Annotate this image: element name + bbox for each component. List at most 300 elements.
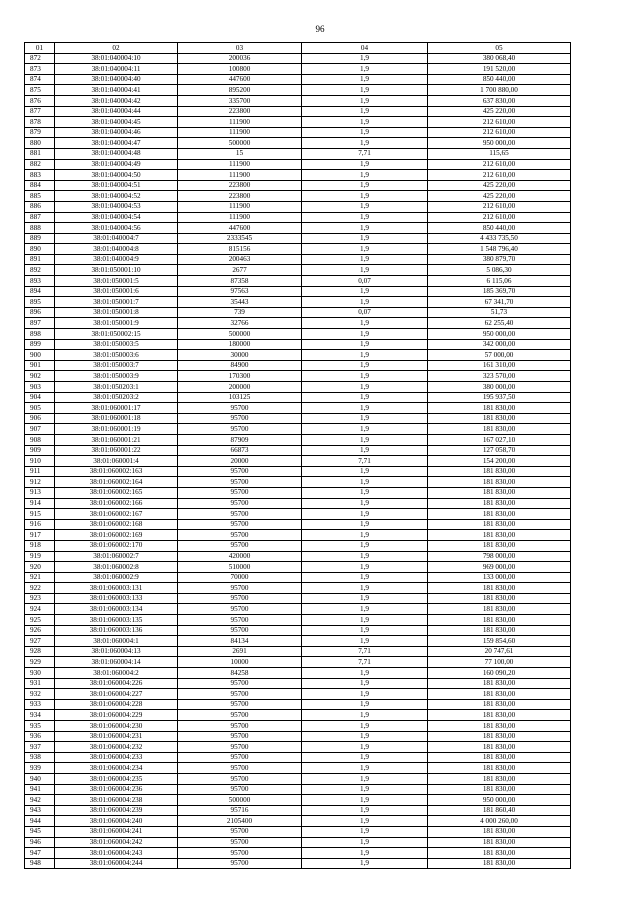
value-cell: 181 830,00 (428, 625, 571, 636)
value-cell: 323 570,00 (428, 371, 571, 382)
value-cell: 181 830,00 (428, 689, 571, 700)
row-number-cell: 907 (25, 424, 55, 435)
rate-cell: 1,9 (302, 625, 428, 636)
table-row (25, 795, 571, 806)
rate-cell: 1,9 (302, 244, 428, 255)
row-number-cell: 913 (25, 487, 55, 498)
area-cell: 739 (178, 307, 302, 318)
column-header: 02 (55, 43, 178, 54)
area-cell: 2677 (178, 265, 302, 276)
row-number-cell: 894 (25, 286, 55, 297)
cadastral-number-cell: 38:01:060004:233 (55, 752, 178, 763)
area-cell: 95700 (178, 826, 302, 837)
table-row (25, 678, 571, 689)
value-cell: 850 440,00 (428, 74, 571, 85)
cadastral-number-cell: 38:01:060002:7 (55, 551, 178, 562)
cadastral-number-cell: 38:01:060004:226 (55, 678, 178, 689)
rate-cell: 1,9 (302, 593, 428, 604)
cadastral-number-cell: 38:01:040004:50 (55, 170, 178, 181)
row-number-cell: 920 (25, 562, 55, 573)
area-cell: 95700 (178, 625, 302, 636)
row-number-cell: 945 (25, 826, 55, 837)
value-cell: 5 086,30 (428, 265, 571, 276)
cadastral-number-cell: 38:01:040004:52 (55, 191, 178, 202)
row-number-cell: 904 (25, 392, 55, 403)
area-cell: 95700 (178, 731, 302, 742)
rate-cell: 1,9 (302, 106, 428, 117)
area-cell: 66873 (178, 445, 302, 456)
row-number-cell: 898 (25, 329, 55, 340)
column-header: 05 (428, 43, 571, 54)
table-row (25, 74, 571, 85)
table-row (25, 191, 571, 202)
cadastral-number-cell: 38:01:040004:40 (55, 74, 178, 85)
value-cell: 950 000,00 (428, 138, 571, 149)
rate-cell: 1,9 (302, 85, 428, 96)
row-number-cell: 890 (25, 244, 55, 255)
row-number-cell: 933 (25, 699, 55, 710)
area-cell: 100800 (178, 64, 302, 75)
value-cell: 380 068,40 (428, 53, 571, 64)
value-cell: 850 440,00 (428, 223, 571, 234)
rate-cell: 1,9 (302, 721, 428, 732)
value-cell: 57 000,00 (428, 350, 571, 361)
value-cell: 133 000,00 (428, 572, 571, 583)
rate-cell: 1,9 (302, 699, 428, 710)
rate-cell: 1,9 (302, 519, 428, 530)
value-cell: 181 830,00 (428, 424, 571, 435)
cadastral-number-cell: 38:01:060003:135 (55, 615, 178, 626)
value-cell: 1 700 880,00 (428, 85, 571, 96)
cadastral-number-cell: 38:01:040004:46 (55, 127, 178, 138)
cadastral-number-cell: 38:01:060002:166 (55, 498, 178, 509)
table-row (25, 572, 571, 583)
table-row (25, 773, 571, 784)
row-number-cell: 911 (25, 466, 55, 477)
rate-cell: 0,07 (302, 307, 428, 318)
row-number-cell: 885 (25, 191, 55, 202)
table-row (25, 721, 571, 732)
table-row (25, 636, 571, 647)
value-cell: 181 830,00 (428, 773, 571, 784)
area-cell: 97563 (178, 286, 302, 297)
value-cell: 185 369,70 (428, 286, 571, 297)
area-cell: 95700 (178, 784, 302, 795)
area-cell: 95700 (178, 498, 302, 509)
rate-cell: 1,9 (302, 572, 428, 583)
area-cell: 223800 (178, 106, 302, 117)
table-row (25, 265, 571, 276)
value-cell: 167 027,10 (428, 434, 571, 445)
cadastral-number-cell: 38:01:050003:7 (55, 360, 178, 371)
rate-cell: 1,9 (302, 138, 428, 149)
area-cell: 95700 (178, 593, 302, 604)
table-row (25, 297, 571, 308)
row-number-cell: 877 (25, 106, 55, 117)
rate-cell: 1,9 (302, 180, 428, 191)
row-number-cell: 889 (25, 233, 55, 244)
cadastral-number-cell: 38:01:040004:48 (55, 148, 178, 159)
area-cell: 35443 (178, 297, 302, 308)
area-cell: 87358 (178, 276, 302, 287)
table-row (25, 350, 571, 361)
rate-cell: 7,71 (302, 148, 428, 159)
table-row (25, 276, 571, 287)
rate-cell: 1,9 (302, 784, 428, 795)
row-number-cell: 926 (25, 625, 55, 636)
area-cell: 84134 (178, 636, 302, 647)
area-cell: 895200 (178, 85, 302, 96)
cadastral-number-cell: 38:01:060004:243 (55, 848, 178, 859)
value-cell: 77 100,00 (428, 657, 571, 668)
row-number-cell: 908 (25, 434, 55, 445)
table-row (25, 148, 571, 159)
row-number-cell: 891 (25, 254, 55, 265)
cadastral-number-cell: 38:01:060002:9 (55, 572, 178, 583)
rate-cell: 1,9 (302, 445, 428, 456)
value-cell: 181 830,00 (428, 583, 571, 594)
cadastral-number-cell: 38:01:040004:7 (55, 233, 178, 244)
table-row (25, 583, 571, 594)
row-number-cell: 876 (25, 95, 55, 106)
area-cell: 111900 (178, 170, 302, 181)
rate-cell: 1,9 (302, 127, 428, 138)
table-row (25, 318, 571, 329)
rate-cell: 1,9 (302, 360, 428, 371)
cadastral-number-cell: 38:01:060004:228 (55, 699, 178, 710)
rate-cell: 1,9 (302, 509, 428, 520)
cadastral-number-cell: 38:01:040004:10 (55, 53, 178, 64)
area-cell: 2105400 (178, 816, 302, 827)
rate-cell: 1,9 (302, 837, 428, 848)
cadastral-number-cell: 38:01:060003:131 (55, 583, 178, 594)
table-row (25, 593, 571, 604)
cadastral-number-cell: 38:01:040004:44 (55, 106, 178, 117)
cadastral-number-cell: 38:01:060002:164 (55, 477, 178, 488)
rate-cell: 0,07 (302, 276, 428, 287)
rate-cell: 1,9 (302, 826, 428, 837)
value-cell: 67 341,70 (428, 297, 571, 308)
area-cell: 70000 (178, 572, 302, 583)
value-cell: 181 830,00 (428, 731, 571, 742)
value-cell: 181 830,00 (428, 742, 571, 753)
area-cell: 87909 (178, 434, 302, 445)
value-cell: 212 610,00 (428, 159, 571, 170)
table-row (25, 233, 571, 244)
table-row (25, 53, 571, 64)
cadastral-number-cell: 38:01:040004:9 (55, 254, 178, 265)
rate-cell: 1,9 (302, 53, 428, 64)
area-cell: 95700 (178, 678, 302, 689)
value-cell: 181 830,00 (428, 498, 571, 509)
table-row (25, 498, 571, 509)
value-cell: 20 747,61 (428, 646, 571, 657)
table-row (25, 805, 571, 816)
table-row (25, 434, 571, 445)
table-row (25, 424, 571, 435)
rate-cell: 1,9 (302, 424, 428, 435)
area-cell: 447600 (178, 223, 302, 234)
row-number-cell: 924 (25, 604, 55, 615)
value-cell: 181 830,00 (428, 678, 571, 689)
rate-cell: 1,9 (302, 562, 428, 573)
rate-cell: 1,9 (302, 710, 428, 721)
rate-cell: 1,9 (302, 583, 428, 594)
row-number-cell: 910 (25, 456, 55, 467)
value-cell: 181 830,00 (428, 837, 571, 848)
rate-cell: 1,9 (302, 350, 428, 361)
cadastral-number-cell: 38:01:050003:6 (55, 350, 178, 361)
cadastral-number-cell: 38:01:040004:54 (55, 212, 178, 223)
table-row (25, 763, 571, 774)
area-cell: 111900 (178, 201, 302, 212)
table-row (25, 784, 571, 795)
table-row (25, 848, 571, 859)
row-number-cell: 909 (25, 445, 55, 456)
rate-cell: 1,9 (302, 392, 428, 403)
area-cell: 95700 (178, 477, 302, 488)
cadastral-number-cell: 38:01:060003:136 (55, 625, 178, 636)
value-cell: 62 255,40 (428, 318, 571, 329)
rate-cell: 1,9 (302, 254, 428, 265)
row-number-cell: 941 (25, 784, 55, 795)
cadastral-number-cell: 38:01:050003:9 (55, 371, 178, 382)
row-number-cell: 899 (25, 339, 55, 350)
area-cell: 95700 (178, 721, 302, 732)
cadastral-number-cell: 38:01:050203:1 (55, 382, 178, 393)
cadastral-number-cell: 38:01:060004:238 (55, 795, 178, 806)
value-cell: 1 548 796,40 (428, 244, 571, 255)
value-cell: 181 830,00 (428, 509, 571, 520)
table-row (25, 858, 571, 869)
cadastral-number-cell: 38:01:050001:8 (55, 307, 178, 318)
page-number: 96 (315, 24, 325, 34)
value-cell: 969 000,00 (428, 562, 571, 573)
table-row (25, 487, 571, 498)
area-cell: 447600 (178, 74, 302, 85)
rate-cell: 1,9 (302, 530, 428, 541)
area-cell: 2333545 (178, 233, 302, 244)
cadastral-number-cell: 38:01:040004:42 (55, 95, 178, 106)
rate-cell: 1,9 (302, 858, 428, 869)
area-cell: 200036 (178, 53, 302, 64)
table-row (25, 95, 571, 106)
area-cell: 335700 (178, 95, 302, 106)
rate-cell: 1,9 (302, 382, 428, 393)
value-cell: 4 433 735,50 (428, 233, 571, 244)
row-number-cell: 928 (25, 646, 55, 657)
value-cell: 181 830,00 (428, 540, 571, 551)
rate-cell: 1,9 (302, 170, 428, 181)
table-row (25, 329, 571, 340)
table-row (25, 254, 571, 265)
row-number-cell: 927 (25, 636, 55, 647)
row-number-cell: 873 (25, 64, 55, 75)
area-cell: 32766 (178, 318, 302, 329)
cadastral-number-cell: 38:01:040004:11 (55, 64, 178, 75)
cadastral-number-cell: 38:01:040004:45 (55, 117, 178, 128)
cadastral-number-cell: 38:01:050001:6 (55, 286, 178, 297)
table-row (25, 180, 571, 191)
value-cell: 191 520,00 (428, 64, 571, 75)
table-row (25, 689, 571, 700)
value-cell: 212 610,00 (428, 117, 571, 128)
table-row (25, 519, 571, 530)
table-row (25, 646, 571, 657)
row-number-cell: 914 (25, 498, 55, 509)
row-number-cell: 892 (25, 265, 55, 276)
value-cell: 181 830,00 (428, 752, 571, 763)
cadastral-number-cell: 38:01:060004:232 (55, 742, 178, 753)
value-cell: 380 000,00 (428, 382, 571, 393)
row-number-cell: 938 (25, 752, 55, 763)
table-row (25, 201, 571, 212)
table-row (25, 540, 571, 551)
area-cell: 95700 (178, 752, 302, 763)
value-cell: 212 610,00 (428, 201, 571, 212)
cadastral-number-cell: 38:01:060004:231 (55, 731, 178, 742)
value-cell: 181 830,00 (428, 826, 571, 837)
cadastral-number-cell: 38:01:060001:21 (55, 434, 178, 445)
row-number-cell: 937 (25, 742, 55, 753)
cadastral-number-cell: 38:01:060002:170 (55, 540, 178, 551)
rate-cell: 1,9 (302, 795, 428, 806)
area-cell: 95700 (178, 509, 302, 520)
rate-cell: 1,9 (302, 74, 428, 85)
area-cell: 111900 (178, 159, 302, 170)
area-cell: 510000 (178, 562, 302, 573)
cadastral-number-cell: 38:01:060004:242 (55, 837, 178, 848)
cadastral-number-cell: 38:01:040004:51 (55, 180, 178, 191)
row-number-cell: 946 (25, 837, 55, 848)
area-cell: 500000 (178, 795, 302, 806)
rate-cell: 1,9 (302, 466, 428, 477)
cadastral-number-cell: 38:01:060001:18 (55, 413, 178, 424)
cadastral-number-cell: 38:01:060004:13 (55, 646, 178, 657)
value-cell: 115,65 (428, 148, 571, 159)
area-cell: 420000 (178, 551, 302, 562)
rate-cell: 1,9 (302, 371, 428, 382)
row-number-cell: 897 (25, 318, 55, 329)
area-cell: 180000 (178, 339, 302, 350)
rate-cell: 1,9 (302, 233, 428, 244)
table-row (25, 752, 571, 763)
row-number-cell: 934 (25, 710, 55, 721)
cadastral-number-cell: 38:01:060001:19 (55, 424, 178, 435)
value-cell: 425 220,00 (428, 106, 571, 117)
area-cell: 95700 (178, 424, 302, 435)
row-number-cell: 925 (25, 615, 55, 626)
row-number-cell: 888 (25, 223, 55, 234)
row-number-cell: 939 (25, 763, 55, 774)
area-cell: 200463 (178, 254, 302, 265)
rate-cell: 1,9 (302, 731, 428, 742)
row-number-cell: 940 (25, 773, 55, 784)
table-row (25, 837, 571, 848)
rate-cell: 1,9 (302, 678, 428, 689)
cadastral-number-cell: 38:01:040004:49 (55, 159, 178, 170)
rate-cell: 1,9 (302, 636, 428, 647)
cadastral-number-cell: 38:01:040004:56 (55, 223, 178, 234)
table-row (25, 413, 571, 424)
area-cell: 170300 (178, 371, 302, 382)
table-row (25, 530, 571, 541)
area-cell: 95700 (178, 689, 302, 700)
cadastral-number-cell: 38:01:050001:5 (55, 276, 178, 287)
row-number-cell: 874 (25, 74, 55, 85)
value-cell: 181 830,00 (428, 615, 571, 626)
area-cell: 95700 (178, 413, 302, 424)
table-row (25, 286, 571, 297)
value-cell: 161 310,00 (428, 360, 571, 371)
value-cell: 181 830,00 (428, 784, 571, 795)
cadastral-number-cell: 38:01:060001:17 (55, 403, 178, 414)
row-number-cell: 893 (25, 276, 55, 287)
area-cell: 95700 (178, 604, 302, 615)
area-cell: 200000 (178, 382, 302, 393)
area-cell: 111900 (178, 117, 302, 128)
value-cell: 181 830,00 (428, 530, 571, 541)
value-cell: 195 937,50 (428, 392, 571, 403)
row-number-cell: 917 (25, 530, 55, 541)
value-cell: 181 830,00 (428, 413, 571, 424)
table-row (25, 382, 571, 393)
value-cell: 425 220,00 (428, 191, 571, 202)
area-cell: 10000 (178, 657, 302, 668)
cadastral-number-cell: 38:01:040004:47 (55, 138, 178, 149)
table-row (25, 106, 571, 117)
value-cell: 6 115,06 (428, 276, 571, 287)
area-cell: 95700 (178, 615, 302, 626)
area-cell: 95700 (178, 848, 302, 859)
row-number-cell: 932 (25, 689, 55, 700)
area-cell: 95700 (178, 773, 302, 784)
row-number-cell: 881 (25, 148, 55, 159)
rate-cell: 1,9 (302, 689, 428, 700)
value-cell: 181 830,00 (428, 487, 571, 498)
row-number-cell: 915 (25, 509, 55, 520)
row-number-cell: 875 (25, 85, 55, 96)
rate-cell: 1,9 (302, 329, 428, 340)
rate-cell: 1,9 (302, 265, 428, 276)
cadastral-number-cell: 38:01:060004:244 (55, 858, 178, 869)
row-number-cell: 879 (25, 127, 55, 138)
area-cell: 95700 (178, 540, 302, 551)
rate-cell: 1,9 (302, 223, 428, 234)
rate-cell: 1,9 (302, 191, 428, 202)
row-number-cell: 884 (25, 180, 55, 191)
cadastral-value-table (24, 42, 571, 869)
row-number-cell: 918 (25, 540, 55, 551)
rate-cell: 1,9 (302, 434, 428, 445)
table-row (25, 710, 571, 721)
row-number-cell: 935 (25, 721, 55, 732)
rate-cell: 1,9 (302, 615, 428, 626)
area-cell: 95700 (178, 519, 302, 530)
rate-cell: 1,9 (302, 742, 428, 753)
value-cell: 4 000 260,00 (428, 816, 571, 827)
column-header: 03 (178, 43, 302, 54)
table-row (25, 604, 571, 615)
value-cell: 181 830,00 (428, 848, 571, 859)
area-cell: 2691 (178, 646, 302, 657)
rate-cell: 1,9 (302, 498, 428, 509)
row-number-cell: 905 (25, 403, 55, 414)
row-number-cell: 930 (25, 668, 55, 679)
cadastral-number-cell: 38:01:060004:1 (55, 636, 178, 647)
value-cell: 950 000,00 (428, 329, 571, 340)
area-cell: 95700 (178, 837, 302, 848)
